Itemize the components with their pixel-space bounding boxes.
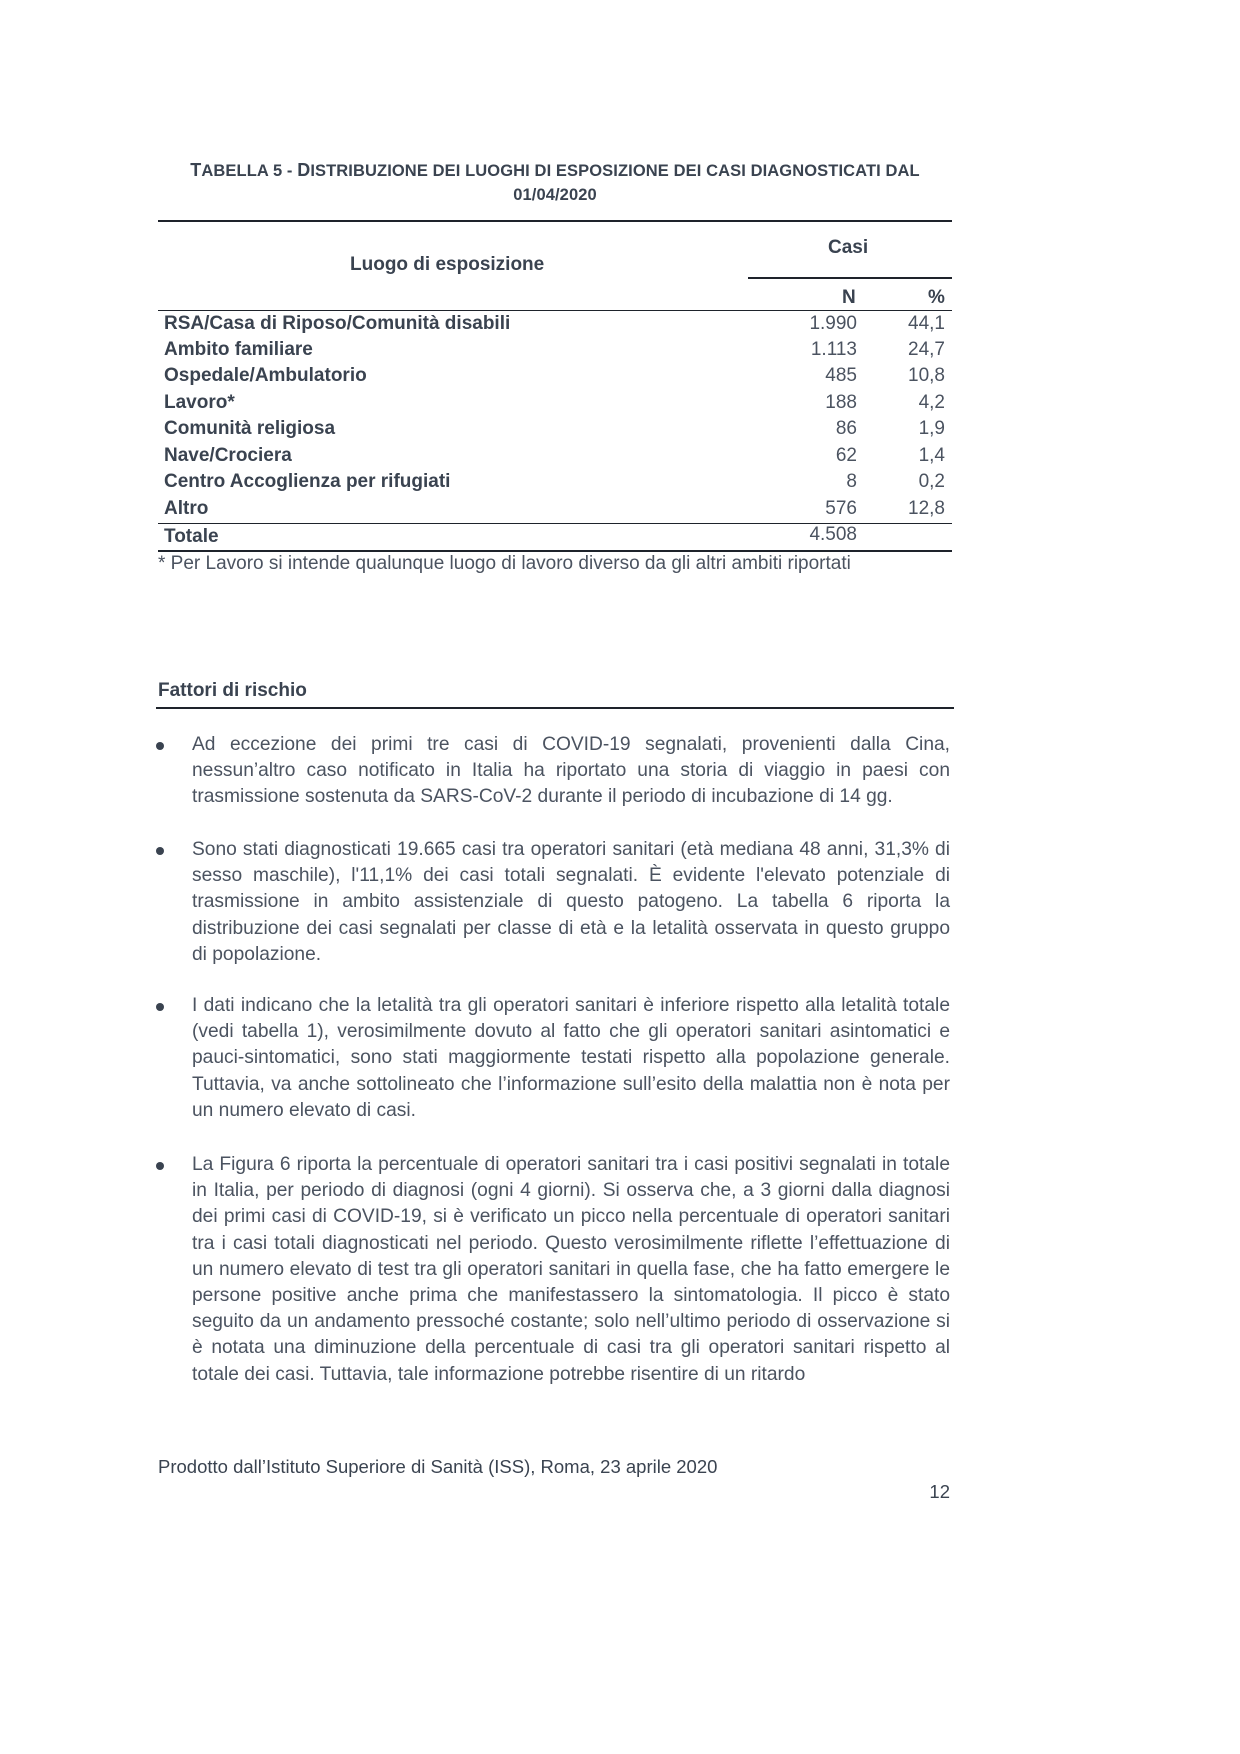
table-row	[164, 337, 945, 363]
table-row	[164, 390, 945, 416]
row-pct: 1,4	[918, 445, 945, 466]
page-number: 12	[929, 1481, 950, 1502]
bullet-paragraph: Sono stati diagnosticati 19.665 casi tra operatori sanitari (età mediana 48 anni, 31,3% di sesso maschile), l'11,1% dei casi totali segnalati. È evidente l'elevato potenziale di trasmissione in ambito assistenziale di questo patogeno. La tabella 6 riporta la distribuzione dei casi segnalati per classe di età e la letalità osservata in questo gruppo di popolazione.	[192, 839, 950, 965]
bullet-paragraph: I dati indicano che la letalità tra gli operatori sanitari è inferiore rispetto alla letalità totale (vedi tabella 1), verosimilmente dovuto al fatto che gli operatori sanitari asintomatici e pauci-sintomatici, sono stati maggiormente testati rispetto alla popolazione generale. Tuttavia, va anche sottolineato che l’informazione sull’esito della malattia non è nota per un numero elevato di casi.	[192, 995, 950, 1121]
row-n: 576	[825, 498, 857, 519]
column-header-cases: Casi	[828, 237, 869, 258]
row-pct: 0,2	[918, 471, 945, 492]
row-label: Comunità religiosa	[164, 418, 336, 439]
table-title	[158, 158, 952, 207]
table-top-rule	[158, 220, 952, 222]
row-label: Centro Accoglienza per rifugiati	[164, 471, 451, 492]
table-total-row	[164, 524, 945, 550]
table-row	[164, 469, 945, 495]
row-label: Lavoro*	[164, 392, 235, 413]
bullet-icon	[156, 742, 164, 750]
row-n: 1.990	[809, 313, 857, 334]
table-row	[164, 363, 945, 389]
row-label: Ospedale/Ambulatorio	[164, 365, 367, 386]
cases-header-rule	[748, 277, 952, 279]
table-title-line-2: 01/04/2020	[513, 186, 597, 204]
row-label: Nave/Crociera	[164, 445, 292, 466]
table-row	[164, 416, 945, 442]
row-pct: 4,2	[918, 392, 945, 413]
bullet-icon	[156, 1003, 164, 1011]
bullet-paragraph: La Figura 6 riporta la percentuale di operatori sanitari tra i casi positivi segnalati in totale in Italia, per periodo di diagnosi (ogni 4 giorni). Si osserva che, a 3 giorni dalla diagnosi dei primi casi di COVID-19, si è verificato un picco nella percentuale di operatori sanitari tra i casi totali diagnosticati nel periodo. Questo verosimilmente riflette l’effettuazione di un numero elevato di test tra gli operatori sanitari in quella fase, che ha fatto emergere le persone positive anche prima che manifestassero la sintomatologia. Il picco è stato seguito da un andamento pressoché costante; solo nell’ultimo periodo di osservazione si è notata una diminuzione della percentuale di casi tra gli operatori sanitari rispetto al totale dei casi. Tuttavia, tale informazione potrebbe risentire di un ritardo	[192, 1154, 950, 1385]
page-footer: Prodotto dall’Istituto Superiore di Sanità (ISS), Roma, 23 aprile 2020	[158, 1456, 718, 1477]
row-n: 188	[825, 392, 857, 413]
row-label: Altro	[164, 498, 209, 519]
row-pct: 1,9	[918, 418, 945, 439]
bullet-paragraph: Ad eccezione dei primi tre casi di COVID-19 segnalati, provenienti dalla Cina, nessun’altro caso notificato in Italia ha riportato una storia di viaggio in paesi con trasmissione sostenuta da SARS-CoV-2 durante il periodo di incubazione di 14 gg.	[192, 734, 950, 808]
section-title: Fattori di rischio	[158, 680, 307, 701]
table-footnote: * Per Lavoro si intende qualunque luogo di lavoro diverso da gli altri ambiti riportati	[158, 553, 851, 574]
total-label: Totale	[164, 526, 219, 547]
column-header-n: N	[842, 287, 856, 308]
table-title-line-1: TABELLA 5 - DISTRIBUZIONE DEI LUOGHI DI ESPOSIZIONE DEI CASI DIAGNOSTICATI DAL	[190, 160, 920, 180]
table-bottom-rule	[158, 550, 952, 552]
section-title-rule	[156, 707, 954, 709]
bullet-icon	[156, 847, 164, 855]
total-n: 4.508	[809, 524, 857, 545]
row-pct: 24,7	[908, 339, 945, 360]
table-row	[164, 443, 945, 469]
bullet-icon	[156, 1162, 164, 1170]
row-n: 485	[825, 365, 857, 386]
table-row	[164, 311, 945, 337]
row-n: 1.113	[810, 339, 857, 360]
row-label: Ambito familiare	[164, 339, 313, 360]
row-pct: 12,8	[908, 498, 945, 519]
row-pct: 44,1	[908, 313, 945, 334]
row-n: 86	[835, 418, 857, 439]
row-n: 62	[835, 445, 857, 466]
row-pct: 10,8	[908, 365, 945, 386]
column-header-pct: %	[928, 287, 945, 308]
column-header-place: Luogo di esposizione	[350, 254, 545, 275]
row-label: RSA/Casa di Riposo/Comunità disabili	[164, 313, 511, 334]
table-row	[164, 496, 945, 522]
row-n: 8	[846, 471, 857, 492]
